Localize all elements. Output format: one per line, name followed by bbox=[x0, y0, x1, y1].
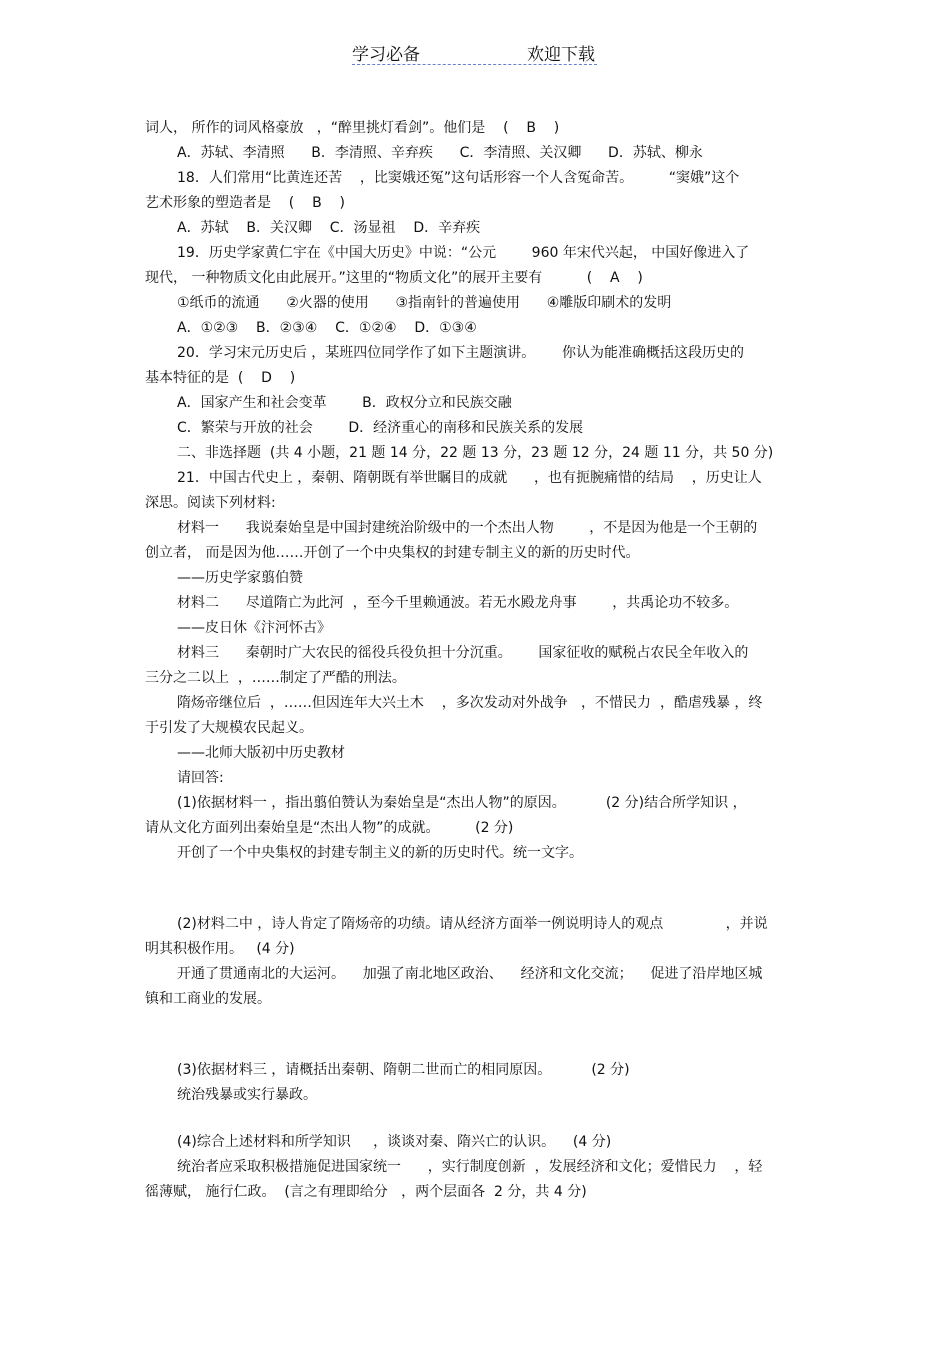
text-line: 艺术形象的塑造者是 ( B ) bbox=[145, 195, 345, 211]
question-21: 21．中国古代史上 ，秦朝、隋朝既有举世瞩目的成就 ，也有扼腕痛惜的结局 ，历史让人 bbox=[177, 470, 762, 486]
answer-text: 统治者应采取积极措施促进国家统一 ，实行制度创新 ，发展经济和文化；爱惜民力 ，轻 bbox=[177, 1159, 763, 1175]
answer-text: 开创了一个中央集权的封建专制主义的新的历史时代。统一文字。 bbox=[177, 845, 583, 861]
section-heading: 二、非选择题 (共 4 小题，21 题 14 分，22 题 13 分，23 题 12 分，24 题 11 分，共 50 分) bbox=[177, 445, 774, 461]
text-line: 词人， 所作的词风格豪放 ，“醉里挑灯看剑”。他们是 ( B ) bbox=[145, 120, 560, 136]
answer-options: A．苏轼 B．关汉卿 C．汤显祖 D．辛弃疾 bbox=[177, 220, 481, 236]
text-line: 明其积极作用。 (4 分) bbox=[145, 941, 295, 957]
material-source: ——历史学家翦伯赞 bbox=[177, 570, 303, 586]
question-18: 18．人们常用“比黄连还苦 ，比窦娥还冤”这句话形容一个人含冤命苦。 “窦娥”这个 bbox=[177, 170, 740, 186]
answer-options: A．①②③ B．②③④ C．①②④ D．①③④ bbox=[177, 320, 477, 336]
sub-question-4: (4)综合上述材料和所学知识 ，谈谈对秦、隋兴亡的认识。 (4 分) bbox=[177, 1134, 612, 1150]
material-source: ——北师大版初中历史教材 bbox=[177, 745, 345, 761]
question-19: 19．历史学家黄仁宇在《中国大历史》中说：“公元 960 年宋代兴起， 中国好像进入了 bbox=[177, 245, 750, 261]
material-source: ——皮日休《汴河怀古》 bbox=[177, 620, 331, 636]
text-line: 基本特征的是 ( D ) bbox=[145, 370, 296, 386]
prompt-line: 请回答: bbox=[177, 770, 224, 786]
text-line: 请从文化方面列出秦始皇是“杰出人物”的成就。 (2 分) bbox=[145, 820, 514, 836]
answer-options: A．苏轼、李清照 B．李清照、辛弃疾 C．李清照、关汉卿 D．苏轼、柳永 bbox=[177, 145, 703, 161]
text-line: 创立者， 而是因为他……开创了一个中央集权的封建专制主义的新的历史时代。 bbox=[145, 545, 640, 561]
question-20: 20．学习宋元历史后 ，某班四位同学作了如下主题演讲。 你认为能准确概括这段历史的 bbox=[177, 345, 744, 361]
answer-text: 统治残暴或实行暴政。 bbox=[177, 1087, 317, 1103]
sub-question-2: (2)材料二中 ，诗人肯定了隋炀帝的功绩。请从经济方面举一例说明诗人的观点 ，并说 bbox=[177, 916, 768, 932]
answer-options: C．繁荣与开放的社会 D．经济重心的南移和民族关系的发展 bbox=[177, 420, 584, 436]
header-divider bbox=[352, 64, 597, 65]
text-line: 于引发了大规模农民起义。 bbox=[145, 720, 313, 736]
text-line: 现代， 一种物质文化由此展开。”这里的“物质文化”的展开主要有 ( A ) bbox=[145, 270, 643, 286]
material-2: 材料二 尽道隋亡为此河 ，至今千里赖通波。若无水殿龙舟事 ，共禹论功不较多。 bbox=[177, 595, 739, 611]
text-line: 隋炀帝继位后 ，……但因连年大兴土木 ，多次发动对外战争 ，不惜民力 ，酷虐残暴 ，终 bbox=[177, 695, 763, 711]
sub-question-1: (1)依据材料一 ，指出翦伯赞认为秦始皇是“杰出人物”的原因。 (2 分)结合所学知识 ， bbox=[177, 795, 747, 811]
page-header bbox=[352, 40, 597, 66]
answer-options: A．国家产生和社会变革 B．政权分立和民族交融 bbox=[177, 395, 512, 411]
text-line: 镇和工商业的发展。 bbox=[145, 991, 271, 1007]
header-left-text: 学习必备 bbox=[352, 45, 420, 65]
answer-items: ①纸币的流通 ②火器的使用 ③指南针的普遍使用 ④雕版印刷术的发明 bbox=[177, 295, 672, 311]
text-line: 徭薄赋， 施行仁政。 (言之有理即给分 ，两个层面各 2 分，共 4 分) bbox=[145, 1184, 587, 1200]
material-3: 材料三 秦朝时广大农民的徭役兵役负担十分沉重。 国家征收的赋税占农民全年收入的 bbox=[177, 645, 749, 661]
text-line: 三分之二以上 ，……制定了严酷的刑法。 bbox=[145, 670, 406, 686]
sub-question-3: (3)依据材料三 ，请概括出秦朝、隋朝二世而亡的相同原因。 (2 分) bbox=[177, 1062, 630, 1078]
header-right-text: 欢迎下载 bbox=[527, 45, 595, 65]
answer-text: 开通了贯通南北的大运河。 加强了南北地区政治、 经济和文化交流； 促进了沿岸地区城 bbox=[177, 966, 763, 982]
text-line: 深思。阅读下列材料: bbox=[145, 495, 276, 511]
material-1: 材料一 我说秦始皇是中国封建统治阶级中的一个杰出人物 ，不是因为他是一个王朝的 bbox=[177, 520, 758, 536]
document-body bbox=[145, 116, 810, 1205]
